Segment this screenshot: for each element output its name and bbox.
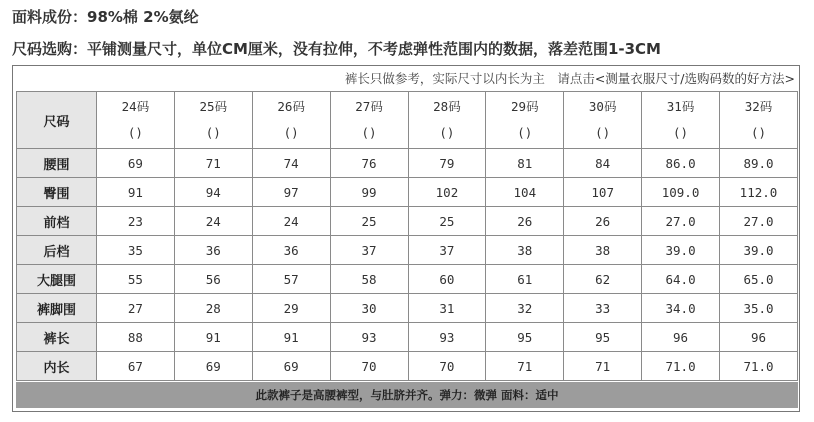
measurement-value: 93	[330, 323, 408, 352]
size-header-cell	[720, 92, 798, 149]
measurement-value: 36	[174, 236, 252, 265]
size-header-cell	[486, 92, 564, 149]
size-code: 32码	[744, 99, 773, 114]
measure-guide-link[interactable]: <测量衣服尺寸/选购码数的好方法>	[594, 71, 795, 86]
measurement-value: 25	[408, 207, 486, 236]
measurement-value: 38	[486, 236, 564, 265]
size-alt-code: ()	[673, 125, 689, 140]
measurement-label: 裤脚围	[17, 294, 97, 323]
size-header-cell	[564, 92, 642, 149]
length-note-text: 裤长只做参考，实际尺寸以内长为主 请点击	[344, 71, 595, 86]
size-alt-code: ()	[750, 125, 767, 140]
measurement-value: 71	[486, 352, 564, 381]
size-header-cell	[174, 92, 252, 149]
measurement-value: 74	[252, 149, 330, 178]
measurement-value: 69	[174, 352, 252, 381]
measurement-value: 65.0	[720, 265, 798, 294]
measurement-value: 55	[97, 265, 175, 294]
measurement-value: 95	[486, 323, 564, 352]
size-code: 31码	[666, 99, 695, 114]
size-header-cell	[97, 92, 175, 149]
length-note	[345, 69, 795, 87]
measurement-value: 37	[408, 236, 486, 265]
measurement-value: 99	[330, 178, 408, 207]
table-row	[17, 323, 798, 352]
measurement-value: 102	[408, 178, 486, 207]
measurement-value: 35	[97, 236, 175, 265]
measurement-value: 58	[330, 265, 408, 294]
measurement-value: 27.0	[720, 207, 798, 236]
measurement-label: 腰围	[17, 149, 97, 178]
size-alt-code: ()	[127, 125, 143, 140]
measurement-value: 60	[408, 265, 486, 294]
measurement-value: 62	[564, 265, 642, 294]
measurement-value: 79	[408, 149, 486, 178]
table-row	[17, 236, 798, 265]
fabric-composition: 面料成份：98%棉 2%氨纶	[12, 8, 199, 26]
size-header-cell	[642, 92, 720, 149]
measurement-value: 23	[97, 207, 175, 236]
measurement-value: 107	[564, 178, 642, 207]
measurement-value: 35.0	[720, 294, 798, 323]
measurement-value: 86.0	[642, 149, 720, 178]
size-guide-text: 尺码选购：平铺测量尺寸，单位CM厘米，没有拉伸，不考虑弹性范围内的数据，落差范围1-3CM	[12, 40, 661, 58]
size-alt-code: ()	[595, 125, 611, 140]
measurement-value: 81	[486, 149, 564, 178]
measurement-value: 71.0	[642, 352, 720, 381]
measurement-value: 31	[408, 294, 486, 323]
measurement-value: 33	[564, 294, 642, 323]
size-header-cell	[408, 92, 486, 149]
table-row	[17, 352, 798, 381]
measurement-value: 30	[330, 294, 408, 323]
size-header-cell	[330, 92, 408, 149]
table-row	[17, 149, 798, 178]
measurement-value: 26	[486, 207, 564, 236]
measurement-label: 内长	[17, 352, 97, 381]
measurement-value: 57	[252, 265, 330, 294]
measurement-value: 71.0	[720, 352, 798, 381]
measurement-value: 37	[330, 236, 408, 265]
measurement-value: 88	[97, 323, 175, 352]
measurement-label: 臀围	[17, 178, 97, 207]
measurement-value: 93	[408, 323, 486, 352]
size-alt-code: ()	[361, 125, 377, 140]
measurement-value: 69	[252, 352, 330, 381]
measurement-label: 后档	[17, 236, 97, 265]
measurement-value: 39.0	[720, 236, 798, 265]
measurement-value: 95	[564, 323, 642, 352]
measurement-value: 69	[97, 149, 175, 178]
size-code: 26码	[277, 99, 305, 114]
measurement-label: 裤长	[17, 323, 97, 352]
measurement-value: 109.0	[642, 178, 720, 207]
size-code: 30码	[588, 99, 617, 114]
size-header-row	[17, 92, 798, 149]
measurement-value: 104	[486, 178, 564, 207]
measurement-label: 前档	[17, 207, 97, 236]
measurement-value: 91	[174, 323, 252, 352]
measurement-value: 96	[642, 323, 720, 352]
measurement-value: 28	[174, 294, 252, 323]
measurement-value: 70	[408, 352, 486, 381]
measurement-value: 56	[174, 265, 252, 294]
table-row	[17, 265, 798, 294]
measurement-value: 67	[97, 352, 175, 381]
measurement-value: 64.0	[642, 265, 720, 294]
size-code: 28码	[433, 99, 461, 114]
size-code: 24码	[121, 99, 150, 114]
measurement-value: 39.0	[642, 236, 720, 265]
measurement-value: 71	[564, 352, 642, 381]
table-row	[17, 294, 798, 323]
measurement-value: 97	[252, 178, 330, 207]
size-corner-label: 尺码	[17, 92, 97, 149]
measurement-value: 32	[486, 294, 564, 323]
size-code: 27码	[355, 99, 383, 114]
size-header-cell	[252, 92, 330, 149]
measurement-value: 27.0	[642, 207, 720, 236]
size-alt-code: ()	[205, 125, 221, 140]
size-code: 29码	[511, 99, 539, 114]
measurement-value: 91	[97, 178, 175, 207]
measurement-value: 24	[174, 207, 252, 236]
measurement-value: 91	[252, 323, 330, 352]
measurement-value: 27	[97, 294, 175, 323]
measurement-value: 25	[330, 207, 408, 236]
size-table	[16, 91, 798, 381]
table-row	[17, 178, 798, 207]
measurement-value: 29	[252, 294, 330, 323]
measurement-label: 大腿围	[17, 265, 97, 294]
size-alt-code: ()	[439, 125, 455, 140]
measurement-value: 112.0	[720, 178, 798, 207]
measurement-value: 94	[174, 178, 252, 207]
measurement-value: 89.0	[720, 149, 798, 178]
footer-note: 此款裤子是高腰裤型，与肚脐并齐。弹力：微弹 面料：适中	[16, 382, 798, 408]
measurement-value: 76	[330, 149, 408, 178]
table-row	[17, 207, 798, 236]
measurement-value: 70	[330, 352, 408, 381]
size-alt-code: ()	[283, 125, 299, 140]
measurement-value: 96	[720, 323, 798, 352]
measurement-value: 61	[486, 265, 564, 294]
size-code: 25码	[199, 99, 228, 114]
measurement-value: 24	[252, 207, 330, 236]
measurement-value: 34.0	[642, 294, 720, 323]
measurement-value: 84	[564, 149, 642, 178]
measurement-value: 71	[174, 149, 252, 178]
measurement-value: 38	[564, 236, 642, 265]
size-chart-panel	[12, 65, 800, 412]
size-alt-code: ()	[517, 125, 533, 140]
measurement-value: 36	[252, 236, 330, 265]
measurement-value: 26	[564, 207, 642, 236]
